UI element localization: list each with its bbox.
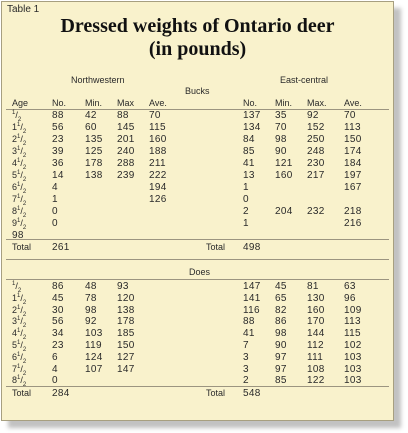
- northwestern-max-cell: 178: [117, 316, 135, 328]
- northwestern-no-cell: 0: [52, 218, 58, 229]
- northwestern-max-cell: 88: [117, 110, 129, 121]
- bucks-total-divider: [6, 239, 389, 240]
- east-central-no-cell: 3: [243, 363, 249, 375]
- northwestern-max-cell: 240: [117, 146, 135, 157]
- east-central-ave-cell: 197: [344, 170, 362, 181]
- northwestern-no-cell: 39: [52, 146, 64, 157]
- northwestern-no-cell: 56: [52, 316, 64, 328]
- east-central-no-cell: 3: [243, 351, 249, 363]
- age-cell: $5^1/_2$: [12, 340, 27, 353]
- age-cell: $4^1/_2$: [12, 328, 27, 341]
- table-row: [2, 281, 393, 292]
- east-central-max-cell: 122: [307, 375, 325, 387]
- northwestern-no-cell: 56: [52, 122, 64, 133]
- east-central-min-cell: 85: [275, 375, 287, 387]
- table-row: [2, 316, 393, 330]
- east-central-ave-cell: 184: [344, 158, 362, 169]
- east-central-min-cell: 35: [275, 110, 287, 121]
- does-top-divider: [6, 259, 389, 260]
- age-cell: $4^1/_2$: [12, 158, 27, 171]
- east-central-no-cell: 1: [243, 218, 249, 229]
- east-central-max-cell: 111: [307, 351, 324, 363]
- northwestern-min-cell: 48: [85, 281, 97, 292]
- northwestern-min-cell: 135: [85, 134, 103, 145]
- east-central-no-cell: 141: [243, 292, 261, 304]
- east-central-min-cell: 90: [275, 340, 287, 351]
- northwestern-no-cell: 23: [52, 340, 64, 351]
- east-central-max-cell: 92: [307, 110, 319, 121]
- east-central-no-cell: 116: [243, 304, 260, 316]
- table-subtitle: (in pounds): [148, 38, 247, 60]
- table-row: [2, 352, 393, 363]
- northwestern-no-cell: 36: [52, 158, 64, 169]
- east-central-min-cell: 90: [275, 146, 287, 157]
- does-heading: Does: [189, 267, 211, 277]
- northwestern-ave-cell: 115: [149, 122, 166, 133]
- ave-header-left: Ave.: [149, 98, 167, 108]
- northwestern-max-cell: 120: [117, 292, 135, 304]
- min-header-left: Min.: [85, 98, 103, 108]
- east-central-ave-cell: 115: [344, 328, 361, 340]
- east-central-min-cell: 45: [275, 281, 287, 292]
- east-central-max-cell: 230: [307, 158, 325, 169]
- age-cell: $6^1/_2$: [12, 182, 27, 195]
- northwestern-ave-cell: 126: [149, 194, 167, 205]
- northwestern-ave-cell: 194: [149, 182, 167, 193]
- age-cell: $2^1/_2$: [12, 134, 27, 147]
- east-central-no-cell: 1: [243, 182, 249, 193]
- east-central-ave-cell: 103: [344, 363, 362, 375]
- east-central-no-cell: 137: [243, 110, 261, 121]
- northwestern-no-cell: 14: [52, 170, 64, 181]
- east-central-ave-cell: 109: [344, 304, 362, 316]
- east-central-no-cell: 0: [243, 194, 249, 205]
- east-central-ave-cell: 174: [344, 146, 362, 157]
- table-card: [1, 1, 394, 421]
- table-row: [2, 122, 393, 133]
- northwestern-max-cell: 93: [117, 281, 129, 292]
- northwestern-min-cell: 138: [85, 170, 103, 181]
- northwestern-ave-cell: 188: [149, 146, 167, 157]
- northwestern-no-cell: 45: [52, 292, 64, 304]
- age-cell: $3^1/_2$: [12, 146, 27, 159]
- table-row: [2, 218, 393, 229]
- northwestern-max-cell: 150: [117, 340, 135, 351]
- east-central-ave-cell: 113: [344, 316, 361, 328]
- northwestern-max-cell: 138: [117, 304, 135, 316]
- northwestern-min-cell: 98: [85, 304, 97, 316]
- max-header-right: Max.: [307, 98, 327, 108]
- northwestern-no-cell: 23: [52, 134, 64, 145]
- bucks-stray-value: 98: [12, 230, 24, 241]
- no-header-right: No.: [243, 98, 258, 108]
- table-row: [2, 134, 393, 145]
- northwestern-max-cell: 288: [117, 158, 135, 169]
- northwestern-min-cell: 78: [85, 292, 97, 304]
- northwestern-min-cell: 119: [85, 340, 102, 351]
- east-central-min-cell: 204: [275, 206, 293, 217]
- northwestern-max-cell: 147: [117, 363, 135, 375]
- age-cell: $9^1/_2$: [12, 218, 27, 231]
- northwestern-no-cell: 0: [52, 206, 58, 217]
- table-row: [2, 194, 393, 205]
- table-row: [2, 110, 393, 121]
- east-central-max-cell: 248: [307, 146, 325, 157]
- northwestern-max-cell: 201: [117, 134, 135, 145]
- east-central-min-cell: 97: [275, 363, 287, 375]
- east-central-ave-cell: 218: [344, 206, 362, 217]
- bucks-total-value-left: 261: [52, 242, 70, 253]
- northwestern-min-cell: 103: [85, 328, 103, 340]
- table-label: Table 1: [7, 4, 40, 15]
- age-cell: $^1/_2$: [12, 281, 22, 294]
- region-northwestern: Northwestern: [71, 75, 125, 85]
- table-row: [2, 375, 393, 389]
- east-central-max-cell: 217: [307, 170, 325, 181]
- table-row: [2, 293, 393, 304]
- table-row: [2, 146, 393, 157]
- east-central-no-cell: 147: [243, 281, 261, 292]
- northwestern-no-cell: 0: [52, 375, 58, 387]
- age-cell: $7^1/_2$: [12, 194, 27, 207]
- east-central-ave-cell: 150: [344, 134, 362, 145]
- east-central-ave-cell: 113: [344, 122, 361, 133]
- east-central-no-cell: 84: [243, 134, 255, 145]
- does-total-value-right: 548: [243, 388, 261, 399]
- east-central-no-cell: 41: [243, 158, 255, 169]
- east-central-no-cell: 2: [243, 375, 249, 387]
- east-central-max-cell: 108: [307, 363, 325, 375]
- northwestern-no-cell: 4: [52, 363, 58, 375]
- age-cell: $1^1/_2$: [12, 292, 27, 306]
- east-central-max-cell: 170: [307, 316, 325, 328]
- age-cell: $1^1/_2$: [12, 122, 27, 135]
- table-title: Dressed weights of Ontario deer: [60, 15, 335, 37]
- east-central-max-cell: 232: [307, 206, 325, 217]
- northwestern-min-cell: 107: [85, 363, 103, 375]
- east-central-ave-cell: 63: [344, 281, 356, 292]
- northwestern-no-cell: 6: [52, 351, 58, 363]
- east-central-max-cell: 130: [307, 292, 325, 304]
- table-row: [2, 305, 393, 316]
- east-central-min-cell: 70: [275, 122, 287, 133]
- east-central-no-cell: 7: [243, 340, 249, 351]
- does-total-row: [2, 388, 393, 399]
- east-central-ave-cell: 103: [344, 351, 362, 363]
- age-cell: $8^1/_2$: [12, 206, 27, 219]
- east-central-no-cell: 85: [243, 146, 255, 157]
- east-central-ave-cell: 102: [344, 340, 362, 351]
- northwestern-no-cell: 30: [52, 304, 64, 316]
- table-row: [2, 364, 393, 375]
- east-central-max-cell: 160: [307, 304, 325, 316]
- east-central-no-cell: 88: [243, 316, 255, 328]
- table-row: [2, 158, 393, 169]
- bucks-total-label-left: Total: [12, 242, 32, 252]
- table-row: [2, 328, 393, 339]
- bucks-total-row: [2, 242, 393, 253]
- age-cell: $3^1/_2$: [12, 316, 27, 330]
- northwestern-min-cell: 60: [85, 122, 97, 133]
- no-header-left: No.: [52, 98, 67, 108]
- age-cell: $7^1/_2$: [12, 363, 27, 377]
- northwestern-no-cell: 88: [52, 110, 64, 121]
- min-header-right: Min.: [275, 98, 293, 108]
- east-central-max-cell: 81: [307, 281, 319, 292]
- northwestern-ave-cell: 222: [149, 170, 167, 181]
- east-central-min-cell: 98: [275, 134, 287, 145]
- east-central-no-cell: 41: [243, 328, 255, 340]
- age-cell: $2^1/_2$: [12, 304, 27, 318]
- northwestern-min-cell: 92: [85, 316, 97, 328]
- table-row: [2, 206, 393, 217]
- northwestern-no-cell: 34: [52, 328, 64, 340]
- northwestern-max-cell: 185: [117, 328, 135, 340]
- east-central-ave-cell: 216: [344, 218, 362, 229]
- max-header-left: Max: [117, 98, 135, 108]
- east-central-ave-cell: 70: [344, 110, 356, 121]
- northwestern-ave-cell: 160: [149, 134, 167, 145]
- northwestern-ave-cell: 211: [149, 158, 166, 169]
- east-central-min-cell: 86: [275, 316, 287, 328]
- east-central-ave-cell: 167: [344, 182, 362, 193]
- east-central-no-cell: 2: [243, 206, 249, 217]
- east-central-min-cell: 65: [275, 292, 287, 304]
- east-central-min-cell: 121: [275, 158, 293, 169]
- age-cell: $^1/_2$: [12, 110, 22, 123]
- east-central-no-cell: 13: [243, 170, 255, 181]
- bucks-total-value-right: 498: [243, 242, 261, 253]
- table-row: [2, 170, 393, 181]
- bucks-heading: Bucks: [185, 86, 210, 96]
- east-central-ave-cell: 103: [344, 375, 362, 387]
- northwestern-min-cell: 124: [85, 351, 103, 363]
- northwestern-max-cell: 127: [117, 351, 135, 363]
- east-central-min-cell: 97: [275, 351, 287, 363]
- age-cell: $6^1/_2$: [12, 351, 27, 365]
- northwestern-max-cell: 239: [117, 170, 135, 181]
- does-total-divider: [6, 386, 389, 387]
- northwestern-no-cell: 4: [52, 182, 58, 193]
- table-row: [2, 340, 393, 351]
- northwestern-ave-cell: 70: [149, 110, 161, 121]
- northwestern-min-cell: 42: [85, 110, 97, 121]
- east-central-max-cell: 250: [307, 134, 325, 145]
- northwestern-no-cell: 86: [52, 281, 64, 292]
- northwestern-min-cell: 178: [85, 158, 103, 169]
- east-central-min-cell: 98: [275, 328, 287, 340]
- east-central-max-cell: 152: [307, 122, 325, 133]
- age-cell: $5^1/_2$: [12, 170, 27, 183]
- east-central-max-cell: 112: [307, 340, 324, 351]
- does-total-label-left: Total: [12, 388, 32, 398]
- east-central-min-cell: 82: [275, 304, 287, 316]
- does-total-label-right: Total: [206, 388, 226, 398]
- region-east-central: East-central: [280, 75, 329, 85]
- does-total-value-left: 284: [52, 388, 70, 399]
- table-row: [2, 182, 393, 193]
- bucks-total-label-right: Total: [206, 242, 226, 252]
- east-central-ave-cell: 96: [344, 292, 356, 304]
- northwestern-max-cell: 145: [117, 122, 135, 133]
- east-central-max-cell: 144: [307, 328, 325, 340]
- northwestern-min-cell: 125: [85, 146, 103, 157]
- column-header-row: [2, 98, 393, 109]
- east-central-min-cell: 160: [275, 170, 293, 181]
- ave-header-right: Ave.: [344, 98, 362, 108]
- age-header: Age: [12, 98, 29, 108]
- east-central-no-cell: 134: [243, 122, 261, 133]
- age-cell: $8^1/_2$: [12, 375, 27, 389]
- northwestern-no-cell: 1: [52, 194, 58, 205]
- does-heading-divider: [6, 279, 389, 280]
